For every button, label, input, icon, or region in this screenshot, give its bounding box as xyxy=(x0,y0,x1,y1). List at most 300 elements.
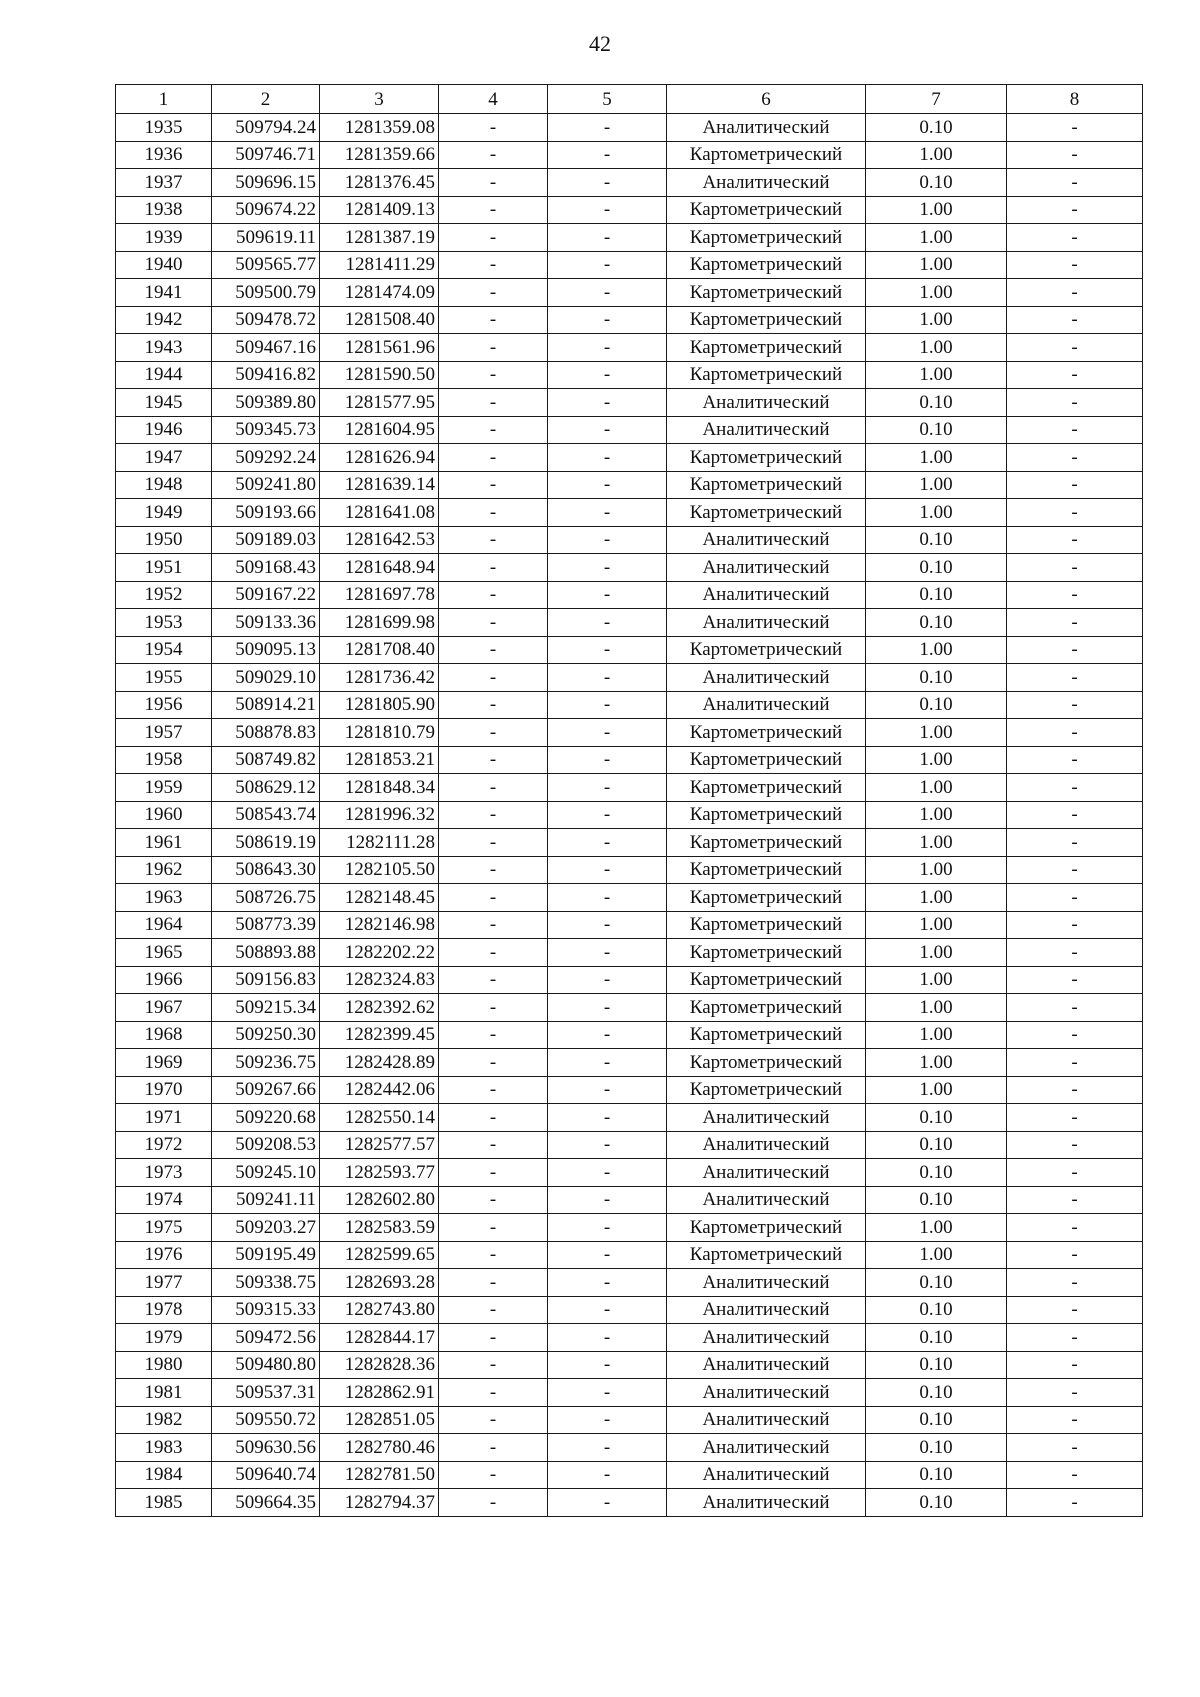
method-cell: Аналитический xyxy=(667,1186,866,1214)
column-5-cell: - xyxy=(548,1434,667,1462)
column-4-cell: - xyxy=(439,141,548,169)
point-number-cell: 1961 xyxy=(116,829,212,857)
column-8-cell: - xyxy=(1007,774,1143,802)
method-cell: Аналитический xyxy=(667,1406,866,1434)
x-coordinate-cell: 508629.12 xyxy=(212,774,320,802)
point-number-cell: 1981 xyxy=(116,1379,212,1407)
y-coordinate-cell: 1282105.50 xyxy=(320,856,439,884)
column-8-cell: - xyxy=(1007,471,1143,499)
accuracy-cell: 1.00 xyxy=(866,306,1007,334)
y-coordinate-cell: 1282428.89 xyxy=(320,1049,439,1077)
column-5-cell: - xyxy=(548,581,667,609)
x-coordinate-cell: 509619.11 xyxy=(212,224,320,252)
column-4-cell: - xyxy=(439,1159,548,1187)
x-coordinate-cell: 509167.22 xyxy=(212,581,320,609)
column-8-cell: - xyxy=(1007,444,1143,472)
x-coordinate-cell: 509338.75 xyxy=(212,1269,320,1297)
table-row xyxy=(116,279,1143,307)
x-coordinate-cell: 509292.24 xyxy=(212,444,320,472)
x-coordinate-cell: 508878.83 xyxy=(212,719,320,747)
column-5-cell: - xyxy=(548,746,667,774)
column-4-cell: - xyxy=(439,636,548,664)
accuracy-cell: 1.00 xyxy=(866,1076,1007,1104)
column-4-cell: - xyxy=(439,746,548,774)
method-cell: Аналитический xyxy=(667,1379,866,1407)
column-8-cell: - xyxy=(1007,746,1143,774)
accuracy-cell: 1.00 xyxy=(866,801,1007,829)
method-cell: Картометрический xyxy=(667,471,866,499)
y-coordinate-cell: 1281699.98 xyxy=(320,609,439,637)
accuracy-cell: 0.10 xyxy=(866,1269,1007,1297)
y-coordinate-cell: 1281996.32 xyxy=(320,801,439,829)
method-cell: Аналитический xyxy=(667,169,866,197)
method-cell: Картометрический xyxy=(667,1076,866,1104)
y-coordinate-cell: 1281376.45 xyxy=(320,169,439,197)
table-row xyxy=(116,114,1143,142)
accuracy-cell: 1.00 xyxy=(866,746,1007,774)
accuracy-cell: 1.00 xyxy=(866,966,1007,994)
x-coordinate-cell: 509215.34 xyxy=(212,994,320,1022)
method-cell: Аналитический xyxy=(667,114,866,142)
column-5-cell: - xyxy=(548,1296,667,1324)
method-cell: Аналитический xyxy=(667,416,866,444)
method-cell: Картометрический xyxy=(667,306,866,334)
x-coordinate-cell: 509500.79 xyxy=(212,279,320,307)
column-5-cell: - xyxy=(548,664,667,692)
method-cell: Аналитический xyxy=(667,1269,866,1297)
method-cell: Картометрический xyxy=(667,774,866,802)
y-coordinate-cell: 1282202.22 xyxy=(320,939,439,967)
x-coordinate-cell: 509674.22 xyxy=(212,196,320,224)
method-cell: Картометрический xyxy=(667,636,866,664)
column-8-cell: - xyxy=(1007,1214,1143,1242)
point-number-cell: 1979 xyxy=(116,1324,212,1352)
column-5-cell: - xyxy=(548,224,667,252)
column-5-cell: - xyxy=(548,1351,667,1379)
accuracy-cell: 1.00 xyxy=(866,141,1007,169)
point-number-cell: 1943 xyxy=(116,334,212,362)
table-row xyxy=(116,691,1143,719)
point-number-cell: 1940 xyxy=(116,251,212,279)
accuracy-cell: 0.10 xyxy=(866,1324,1007,1352)
table-row xyxy=(116,1324,1143,1352)
point-number-cell: 1941 xyxy=(116,279,212,307)
column-5-cell: - xyxy=(548,1406,667,1434)
column-4-cell: - xyxy=(439,196,548,224)
column-8-cell: - xyxy=(1007,994,1143,1022)
column-header: 1 xyxy=(116,85,212,114)
table-row xyxy=(116,169,1143,197)
y-coordinate-cell: 1281648.94 xyxy=(320,554,439,582)
x-coordinate-cell: 509193.66 xyxy=(212,499,320,527)
column-5-cell: - xyxy=(548,1324,667,1352)
accuracy-cell: 1.00 xyxy=(866,1021,1007,1049)
x-coordinate-cell: 509156.83 xyxy=(212,966,320,994)
method-cell: Аналитический xyxy=(667,581,866,609)
y-coordinate-cell: 1282399.45 xyxy=(320,1021,439,1049)
column-5-cell: - xyxy=(548,1104,667,1132)
point-number-cell: 1974 xyxy=(116,1186,212,1214)
column-8-cell: - xyxy=(1007,1021,1143,1049)
column-8-cell: - xyxy=(1007,141,1143,169)
point-number-cell: 1960 xyxy=(116,801,212,829)
method-cell: Аналитический xyxy=(667,691,866,719)
column-4-cell: - xyxy=(439,856,548,884)
y-coordinate-cell: 1282828.36 xyxy=(320,1351,439,1379)
accuracy-cell: 1.00 xyxy=(866,444,1007,472)
accuracy-cell: 1.00 xyxy=(866,224,1007,252)
x-coordinate-cell: 509203.27 xyxy=(212,1214,320,1242)
y-coordinate-cell: 1282550.14 xyxy=(320,1104,439,1132)
table-row xyxy=(116,801,1143,829)
column-8-cell: - xyxy=(1007,389,1143,417)
column-5-cell: - xyxy=(548,1489,667,1517)
point-number-cell: 1936 xyxy=(116,141,212,169)
column-5-cell: - xyxy=(548,1076,667,1104)
column-5-cell: - xyxy=(548,114,667,142)
column-4-cell: - xyxy=(439,994,548,1022)
table-row xyxy=(116,1159,1143,1187)
column-4-cell: - xyxy=(439,279,548,307)
x-coordinate-cell: 508893.88 xyxy=(212,939,320,967)
column-8-cell: - xyxy=(1007,856,1143,884)
method-cell: Картометрический xyxy=(667,196,866,224)
column-8-cell: - xyxy=(1007,581,1143,609)
table-header-row xyxy=(116,85,1143,114)
column-5-cell: - xyxy=(548,554,667,582)
column-8-cell: - xyxy=(1007,169,1143,197)
table-row xyxy=(116,251,1143,279)
column-8-cell: - xyxy=(1007,279,1143,307)
column-8-cell: - xyxy=(1007,1489,1143,1517)
point-number-cell: 1948 xyxy=(116,471,212,499)
accuracy-cell: 0.10 xyxy=(866,581,1007,609)
accuracy-cell: 1.00 xyxy=(866,1049,1007,1077)
point-number-cell: 1945 xyxy=(116,389,212,417)
column-8-cell: - xyxy=(1007,1434,1143,1462)
column-4-cell: - xyxy=(439,1076,548,1104)
accuracy-cell: 0.10 xyxy=(866,1434,1007,1462)
y-coordinate-cell: 1281411.29 xyxy=(320,251,439,279)
point-number-cell: 1968 xyxy=(116,1021,212,1049)
table-row xyxy=(116,1489,1143,1517)
point-number-cell: 1956 xyxy=(116,691,212,719)
accuracy-cell: 0.10 xyxy=(866,1406,1007,1434)
method-cell: Картометрический xyxy=(667,224,866,252)
table-row xyxy=(116,141,1143,169)
column-5-cell: - xyxy=(548,251,667,279)
column-4-cell: - xyxy=(439,911,548,939)
y-coordinate-cell: 1281561.96 xyxy=(320,334,439,362)
page-number: 42 xyxy=(589,31,611,56)
point-number-cell: 1953 xyxy=(116,609,212,637)
method-cell: Картометрический xyxy=(667,1241,866,1269)
table-row xyxy=(116,719,1143,747)
point-number-cell: 1949 xyxy=(116,499,212,527)
y-coordinate-cell: 1282844.17 xyxy=(320,1324,439,1352)
y-coordinate-cell: 1281810.79 xyxy=(320,719,439,747)
method-cell: Картометрический xyxy=(667,801,866,829)
column-8-cell: - xyxy=(1007,114,1143,142)
table-row xyxy=(116,664,1143,692)
x-coordinate-cell: 509029.10 xyxy=(212,664,320,692)
table-row xyxy=(116,1076,1143,1104)
method-cell: Картометрический xyxy=(667,884,866,912)
column-5-cell: - xyxy=(548,829,667,857)
point-number-cell: 1954 xyxy=(116,636,212,664)
method-cell: Картометрический xyxy=(667,361,866,389)
column-4-cell: - xyxy=(439,1104,548,1132)
x-coordinate-cell: 509250.30 xyxy=(212,1021,320,1049)
accuracy-cell: 0.10 xyxy=(866,169,1007,197)
column-8-cell: - xyxy=(1007,1461,1143,1489)
y-coordinate-cell: 1281697.78 xyxy=(320,581,439,609)
column-4-cell: - xyxy=(439,1406,548,1434)
column-5-cell: - xyxy=(548,774,667,802)
y-coordinate-cell: 1281626.94 xyxy=(320,444,439,472)
y-coordinate-cell: 1282862.91 xyxy=(320,1379,439,1407)
y-coordinate-cell: 1282602.80 xyxy=(320,1186,439,1214)
accuracy-cell: 1.00 xyxy=(866,334,1007,362)
y-coordinate-cell: 1281359.66 xyxy=(320,141,439,169)
table-row xyxy=(116,196,1143,224)
point-number-cell: 1978 xyxy=(116,1296,212,1324)
method-cell: Картометрический xyxy=(667,499,866,527)
method-cell: Аналитический xyxy=(667,664,866,692)
accuracy-cell: 1.00 xyxy=(866,196,1007,224)
y-coordinate-cell: 1281848.34 xyxy=(320,774,439,802)
column-5-cell: - xyxy=(548,169,667,197)
method-cell: Картометрический xyxy=(667,829,866,857)
table-row xyxy=(116,1434,1143,1462)
table-row xyxy=(116,334,1143,362)
table-row xyxy=(116,774,1143,802)
table-row xyxy=(116,884,1143,912)
y-coordinate-cell: 1281359.08 xyxy=(320,114,439,142)
y-coordinate-cell: 1282392.62 xyxy=(320,994,439,1022)
point-number-cell: 1984 xyxy=(116,1461,212,1489)
method-cell: Аналитический xyxy=(667,554,866,582)
column-5-cell: - xyxy=(548,471,667,499)
column-header: 5 xyxy=(548,85,667,114)
column-5-cell: - xyxy=(548,884,667,912)
column-8-cell: - xyxy=(1007,526,1143,554)
y-coordinate-cell: 1282111.28 xyxy=(320,829,439,857)
x-coordinate-cell: 509315.33 xyxy=(212,1296,320,1324)
method-cell: Аналитический xyxy=(667,1351,866,1379)
point-number-cell: 1946 xyxy=(116,416,212,444)
accuracy-cell: 0.10 xyxy=(866,1379,1007,1407)
method-cell: Картометрический xyxy=(667,141,866,169)
table-row xyxy=(116,609,1143,637)
accuracy-cell: 1.00 xyxy=(866,994,1007,1022)
method-cell: Аналитический xyxy=(667,526,866,554)
point-number-cell: 1965 xyxy=(116,939,212,967)
column-4-cell: - xyxy=(439,471,548,499)
y-coordinate-cell: 1281387.19 xyxy=(320,224,439,252)
point-number-cell: 1935 xyxy=(116,114,212,142)
x-coordinate-cell: 509416.82 xyxy=(212,361,320,389)
column-5-cell: - xyxy=(548,1159,667,1187)
x-coordinate-cell: 509472.56 xyxy=(212,1324,320,1352)
y-coordinate-cell: 1282599.65 xyxy=(320,1241,439,1269)
y-coordinate-cell: 1281805.90 xyxy=(320,691,439,719)
column-4-cell: - xyxy=(439,691,548,719)
x-coordinate-cell: 509480.80 xyxy=(212,1351,320,1379)
table-row xyxy=(116,1351,1143,1379)
accuracy-cell: 0.10 xyxy=(866,416,1007,444)
table-row xyxy=(116,1269,1143,1297)
point-number-cell: 1939 xyxy=(116,224,212,252)
column-header: 7 xyxy=(866,85,1007,114)
accuracy-cell: 1.00 xyxy=(866,829,1007,857)
column-5-cell: - xyxy=(548,1461,667,1489)
column-4-cell: - xyxy=(439,389,548,417)
point-number-cell: 1938 xyxy=(116,196,212,224)
point-number-cell: 1958 xyxy=(116,746,212,774)
x-coordinate-cell: 509389.80 xyxy=(212,389,320,417)
method-cell: Картометрический xyxy=(667,444,866,472)
table-row xyxy=(116,1461,1143,1489)
column-4-cell: - xyxy=(439,1214,548,1242)
point-number-cell: 1966 xyxy=(116,966,212,994)
point-number-cell: 1972 xyxy=(116,1131,212,1159)
table-row xyxy=(116,1406,1143,1434)
x-coordinate-cell: 508643.30 xyxy=(212,856,320,884)
x-coordinate-cell: 509189.03 xyxy=(212,526,320,554)
column-8-cell: - xyxy=(1007,224,1143,252)
method-cell: Аналитический xyxy=(667,609,866,637)
column-header: 2 xyxy=(212,85,320,114)
x-coordinate-cell: 508543.74 xyxy=(212,801,320,829)
column-5-cell: - xyxy=(548,856,667,884)
column-5-cell: - xyxy=(548,444,667,472)
column-4-cell: - xyxy=(439,1131,548,1159)
column-8-cell: - xyxy=(1007,966,1143,994)
column-5-cell: - xyxy=(548,1131,667,1159)
column-4-cell: - xyxy=(439,1434,548,1462)
point-number-cell: 1973 xyxy=(116,1159,212,1187)
method-cell: Картометрический xyxy=(667,939,866,967)
column-5-cell: - xyxy=(548,966,667,994)
point-number-cell: 1962 xyxy=(116,856,212,884)
column-8-cell: - xyxy=(1007,1324,1143,1352)
point-number-cell: 1952 xyxy=(116,581,212,609)
column-5-cell: - xyxy=(548,1379,667,1407)
x-coordinate-cell: 509664.35 xyxy=(212,1489,320,1517)
accuracy-cell: 0.10 xyxy=(866,1296,1007,1324)
table-row xyxy=(116,526,1143,554)
column-8-cell: - xyxy=(1007,1186,1143,1214)
column-8-cell: - xyxy=(1007,636,1143,664)
table-row xyxy=(116,444,1143,472)
point-number-cell: 1959 xyxy=(116,774,212,802)
accuracy-cell: 1.00 xyxy=(866,1241,1007,1269)
point-number-cell: 1963 xyxy=(116,884,212,912)
table-row xyxy=(116,306,1143,334)
y-coordinate-cell: 1282693.28 xyxy=(320,1269,439,1297)
table-row xyxy=(116,581,1143,609)
x-coordinate-cell: 509241.11 xyxy=(212,1186,320,1214)
table-row xyxy=(116,389,1143,417)
column-4-cell: - xyxy=(439,581,548,609)
column-5-cell: - xyxy=(548,609,667,637)
x-coordinate-cell: 509168.43 xyxy=(212,554,320,582)
method-cell: Картометрический xyxy=(667,334,866,362)
x-coordinate-cell: 509696.15 xyxy=(212,169,320,197)
x-coordinate-cell: 509746.71 xyxy=(212,141,320,169)
point-number-cell: 1937 xyxy=(116,169,212,197)
column-8-cell: - xyxy=(1007,829,1143,857)
y-coordinate-cell: 1281641.08 xyxy=(320,499,439,527)
point-number-cell: 1980 xyxy=(116,1351,212,1379)
x-coordinate-cell: 508773.39 xyxy=(212,911,320,939)
column-8-cell: - xyxy=(1007,1351,1143,1379)
point-number-cell: 1985 xyxy=(116,1489,212,1517)
table-row xyxy=(116,1296,1143,1324)
column-8-cell: - xyxy=(1007,251,1143,279)
table-row xyxy=(116,994,1143,1022)
y-coordinate-cell: 1281642.53 xyxy=(320,526,439,554)
column-4-cell: - xyxy=(439,1379,548,1407)
accuracy-cell: 0.10 xyxy=(866,1186,1007,1214)
table-row xyxy=(116,966,1143,994)
x-coordinate-cell: 509236.75 xyxy=(212,1049,320,1077)
column-8-cell: - xyxy=(1007,1049,1143,1077)
accuracy-cell: 1.00 xyxy=(866,856,1007,884)
column-5-cell: - xyxy=(548,994,667,1022)
column-8-cell: - xyxy=(1007,1296,1143,1324)
column-header: 6 xyxy=(667,85,866,114)
column-5-cell: - xyxy=(548,334,667,362)
accuracy-cell: 1.00 xyxy=(866,911,1007,939)
column-5-cell: - xyxy=(548,1186,667,1214)
column-4-cell: - xyxy=(439,251,548,279)
y-coordinate-cell: 1281577.95 xyxy=(320,389,439,417)
column-4-cell: - xyxy=(439,416,548,444)
column-4-cell: - xyxy=(439,1324,548,1352)
column-4-cell: - xyxy=(439,966,548,994)
column-4-cell: - xyxy=(439,361,548,389)
column-5-cell: - xyxy=(548,526,667,554)
column-8-cell: - xyxy=(1007,1159,1143,1187)
table-row xyxy=(116,856,1143,884)
x-coordinate-cell: 509267.66 xyxy=(212,1076,320,1104)
x-coordinate-cell: 508749.82 xyxy=(212,746,320,774)
column-4-cell: - xyxy=(439,664,548,692)
accuracy-cell: 1.00 xyxy=(866,719,1007,747)
accuracy-cell: 0.10 xyxy=(866,1159,1007,1187)
column-8-cell: - xyxy=(1007,1131,1143,1159)
column-5-cell: - xyxy=(548,141,667,169)
x-coordinate-cell: 509208.53 xyxy=(212,1131,320,1159)
column-8-cell: - xyxy=(1007,416,1143,444)
x-coordinate-cell: 509133.36 xyxy=(212,609,320,637)
method-cell: Аналитический xyxy=(667,1461,866,1489)
column-4-cell: - xyxy=(439,1186,548,1214)
accuracy-cell: 0.10 xyxy=(866,554,1007,582)
accuracy-cell: 1.00 xyxy=(866,636,1007,664)
y-coordinate-cell: 1281708.40 xyxy=(320,636,439,664)
y-coordinate-cell: 1282780.46 xyxy=(320,1434,439,1462)
x-coordinate-cell: 509467.16 xyxy=(212,334,320,362)
column-8-cell: - xyxy=(1007,499,1143,527)
table-row xyxy=(116,939,1143,967)
column-5-cell: - xyxy=(548,911,667,939)
point-number-cell: 1971 xyxy=(116,1104,212,1132)
table-row xyxy=(116,1186,1143,1214)
column-8-cell: - xyxy=(1007,196,1143,224)
